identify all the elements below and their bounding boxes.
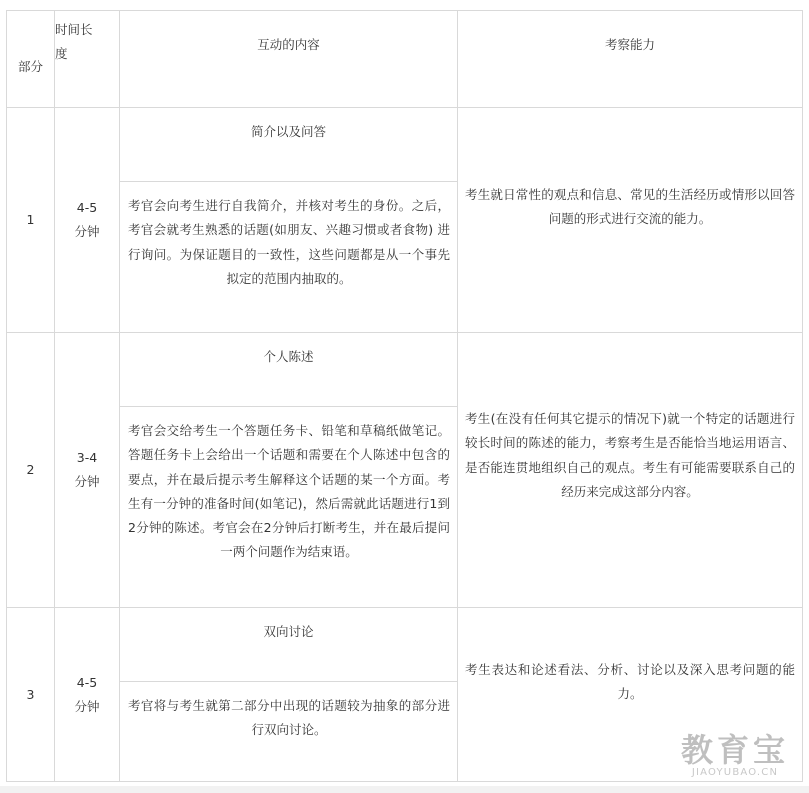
speaking-test-table (6, 10, 803, 782)
bottom-strip (0, 786, 809, 793)
row1-title-text: 简介以及问答 (250, 124, 326, 139)
row3-duration-line2: 分钟 (74, 698, 100, 714)
row1-description: 考官会向考生进行自我简介，并核对考生的身份。之后，考官会就考生熟悉的话题(如朋友、兴趣习惯或者食物) 进行询问。为保证题目的一致性，这些问题都是从一个事先拟定的范围内抽取的。 (128, 198, 450, 286)
row2-description: 考官会交给考生一个答题任务卡、铅笔和草稿纸做笔记。答题任务卡上会给出一个话题和需要在个人陈述中包含的要点，并在最后提示考生解释这个话题的某一个方面。考生有一分钟的准备时间(如笔记)，然后需就此话题进行1到2分钟的陈述。考官会在2分钟后打断考生，并在最后提问一两个问题作为结束语。 (128, 423, 450, 560)
row3-duration-line1: 4-5 (76, 674, 98, 690)
header-duration (55, 18, 119, 78)
watermark-main-text: 教育宝 (680, 731, 789, 769)
row1-ability: 考生就日常性的观点和信息、常见的生活经历或情形以回答问题的形式进行交流的能力。 (465, 187, 795, 227)
row3-description: 考官将与考生就第二部分中出现的话题较为抽象的部分进行双向讨论。 (128, 698, 450, 738)
header-duration-line1: 时间长 (55, 22, 93, 37)
row2-duration-line1: 3-4 (76, 450, 98, 465)
row1-part-number: 1 (26, 212, 35, 227)
row3-title (120, 620, 457, 646)
row1-title (120, 120, 457, 146)
watermark-logo (681, 733, 789, 779)
row2-title (120, 345, 457, 371)
row1-duration (55, 108, 119, 332)
row3-duration (55, 608, 119, 781)
row1-duration-line1: 4-5 (76, 200, 98, 215)
row1-part (7, 108, 54, 332)
row2-ability: 考生(在没有任何其它提示的情况下)就一个特定的话题进行较长时间的陈述的能力，考察考生是否能恰当地运用语言、是否能连贯地组织自己的观点。考生有可能需要联系自己的经历来完成这部分内容。 (465, 411, 795, 499)
row2-duration-line2: 分钟 (74, 474, 100, 489)
row3-part-number: 3 (26, 686, 35, 702)
row2-title-text: 个人陈述 (263, 349, 314, 364)
watermark-sub-text: JIAOYUBAO.CN (691, 767, 779, 778)
row1-duration-line2: 分钟 (74, 224, 100, 239)
header-part (7, 54, 54, 80)
header-content-label: 互动的内容 (257, 37, 320, 52)
row3-part (7, 608, 54, 781)
header-duration-line2: 度 (55, 46, 68, 61)
header-part-label: 部分 (17, 59, 43, 74)
row3-title-text: 双向讨论 (263, 624, 314, 639)
row2-part-number: 2 (26, 462, 35, 477)
row3-ability: 考生表达和论述看法、分析、讨论以及深入思考问题的能力。 (465, 662, 795, 702)
row2-part (7, 333, 54, 607)
header-ability (458, 32, 802, 58)
row2-duration (55, 333, 119, 607)
header-content (120, 32, 457, 58)
header-ability-label: 考察能力 (604, 37, 655, 52)
